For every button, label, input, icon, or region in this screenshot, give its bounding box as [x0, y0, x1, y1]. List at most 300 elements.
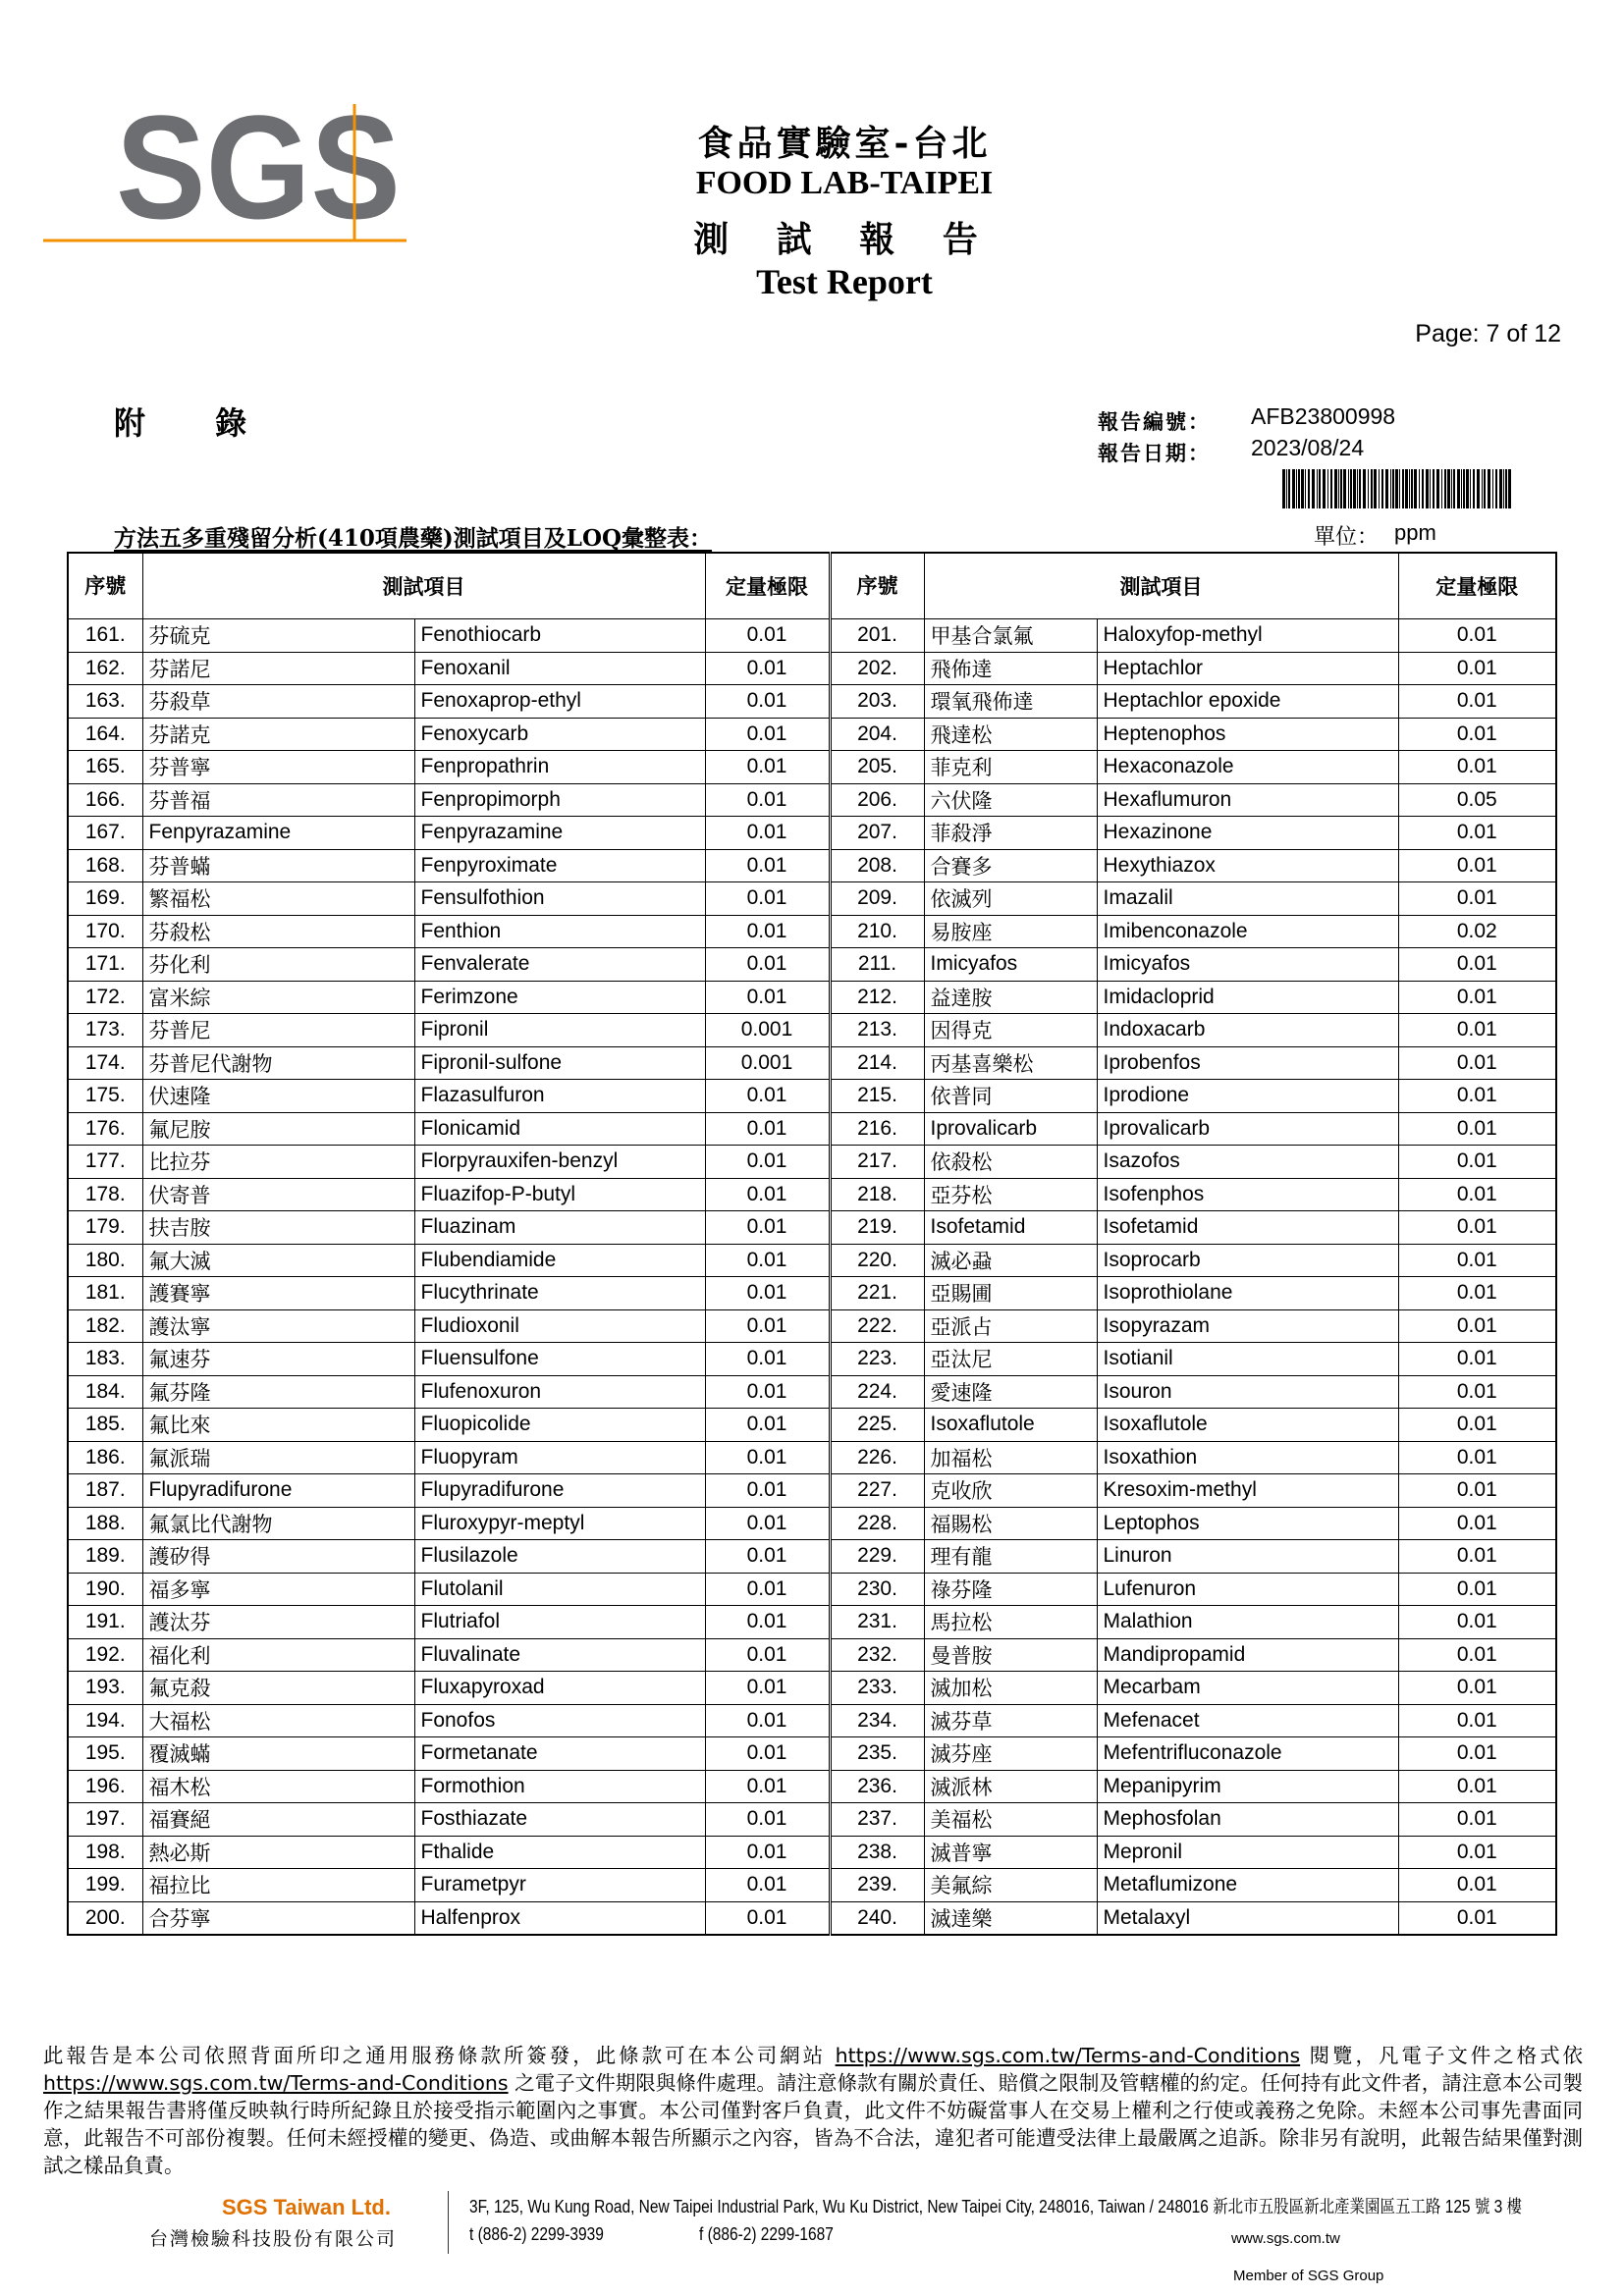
left-loq-value: 0.01 [705, 1244, 830, 1277]
left-seq-no: 198. [68, 1836, 142, 1869]
right-loq-value: 0.01 [1398, 1080, 1556, 1113]
right-seq-no: 236. [830, 1770, 924, 1803]
right-name-zh: 曼普胺 [924, 1638, 1097, 1672]
left-name-zh: 富米綜 [142, 981, 414, 1014]
right-name-en: Isopyrazam [1097, 1309, 1398, 1343]
left-name-en: Fenoxycarb [414, 718, 705, 751]
right-seq-no: 228. [830, 1507, 924, 1540]
left-name-en: Flazasulfuron [414, 1080, 705, 1113]
table-row [68, 1277, 1556, 1310]
left-name-en: Fluazinam [414, 1211, 705, 1245]
table-row [68, 1901, 1556, 1935]
left-name-zh: 護汰芬 [142, 1606, 414, 1639]
left-loq-value: 0.01 [705, 1080, 830, 1113]
left-loq-value: 0.01 [705, 1112, 830, 1146]
table-row [68, 1343, 1556, 1376]
company-phone: t (886-2) 2299-3939 [469, 2224, 604, 2244]
disclaimer-text [43, 2042, 1583, 2179]
right-loq-value: 0.01 [1398, 1441, 1556, 1474]
left-name-zh: 芬普福 [142, 783, 414, 817]
table-row [68, 849, 1556, 882]
right-name-zh: 滅芬座 [924, 1737, 1097, 1771]
right-loq-value: 0.01 [1398, 1704, 1556, 1737]
footer-divider [448, 2191, 449, 2254]
left-name-zh: 芬普寧 [142, 751, 414, 784]
right-name-en: Iprodione [1097, 1080, 1398, 1113]
left-seq-no: 187. [68, 1474, 142, 1508]
left-loq-value: 0.01 [705, 1770, 830, 1803]
table-row [68, 1540, 1556, 1574]
left-name-en: Fenthion [414, 915, 705, 948]
right-name-en: Kresoxim-methyl [1097, 1474, 1398, 1508]
left-seq-no: 181. [68, 1277, 142, 1310]
right-name-zh: 加福松 [924, 1441, 1097, 1474]
right-seq-no: 221. [830, 1277, 924, 1310]
left-name-zh: 伏寄普 [142, 1178, 414, 1211]
left-seq-no: 199. [68, 1869, 142, 1902]
right-name-en: Isotianil [1097, 1343, 1398, 1376]
right-loq-value: 0.01 [1398, 849, 1556, 882]
left-name-zh: Flupyradifurone [142, 1474, 414, 1508]
left-name-en: Ferimzone [414, 981, 705, 1014]
left-seq-no: 163. [68, 685, 142, 719]
right-loq-value: 0.01 [1398, 1474, 1556, 1508]
table-row [68, 652, 1556, 685]
right-loq-value: 0.01 [1398, 1409, 1556, 1442]
table-row [68, 1737, 1556, 1771]
left-name-en: Fluopyram [414, 1441, 705, 1474]
right-name-zh: 飛佈達 [924, 652, 1097, 685]
table-row [68, 1704, 1556, 1737]
left-name-en: Fenpyroximate [414, 849, 705, 882]
right-name-en: Isoxaflutole [1097, 1409, 1398, 1442]
left-name-zh: 伏速隆 [142, 1080, 414, 1113]
right-seq-no: 217. [830, 1146, 924, 1179]
report-title-en: Test Report [756, 262, 933, 301]
left-name-zh: 芬殺松 [142, 915, 414, 948]
company-name-zh: 台灣檢驗科技股份有限公司 [149, 2228, 398, 2250]
right-name-en: Mepronil [1097, 1836, 1398, 1869]
header-item-left: 測試項目 [142, 553, 705, 619]
right-loq-value: 0.01 [1398, 1573, 1556, 1606]
company-website: www.sgs.com.tw [1231, 2230, 1340, 2247]
right-name-zh: 滅普寧 [924, 1836, 1097, 1869]
left-name-en: Fluxapyroxad [414, 1672, 705, 1705]
left-seq-no: 161. [68, 619, 142, 653]
left-seq-no: 183. [68, 1343, 142, 1376]
left-loq-value: 0.01 [705, 1146, 830, 1179]
right-seq-no: 212. [830, 981, 924, 1014]
report-date-value: 2023/08/24 [1251, 435, 1365, 460]
right-seq-no: 209. [830, 882, 924, 916]
right-name-zh: 美福松 [924, 1803, 1097, 1837]
report-title-zh: 測 試 報 告 [693, 219, 996, 260]
right-name-en: Iprovalicarb [1097, 1112, 1398, 1146]
left-name-en: Fipronil [414, 1014, 705, 1047]
left-seq-no: 173. [68, 1014, 142, 1047]
right-name-zh: 理有龍 [924, 1540, 1097, 1574]
right-loq-value: 0.01 [1398, 685, 1556, 719]
left-name-en: Halfenprox [414, 1901, 705, 1935]
left-name-en: Flubendiamide [414, 1244, 705, 1277]
left-seq-no: 172. [68, 981, 142, 1014]
left-name-zh: 芬硫克 [142, 619, 414, 653]
left-name-zh: 氟克殺 [142, 1672, 414, 1705]
right-seq-no: 210. [830, 915, 924, 948]
right-name-en: Mepanipyrim [1097, 1770, 1398, 1803]
left-seq-no: 190. [68, 1573, 142, 1606]
right-name-zh: 環氧飛佈達 [924, 685, 1097, 719]
left-loq-value: 0.01 [705, 1737, 830, 1771]
left-name-zh: 氟大滅 [142, 1244, 414, 1277]
table-row [68, 1080, 1556, 1113]
table-row [68, 882, 1556, 916]
right-seq-no: 208. [830, 849, 924, 882]
right-seq-no: 223. [830, 1343, 924, 1376]
table-row [68, 1474, 1556, 1508]
right-name-zh: 克收欣 [924, 1474, 1097, 1508]
right-name-en: Heptenophos [1097, 718, 1398, 751]
right-name-zh: 亞芬松 [924, 1178, 1097, 1211]
table-row [68, 1803, 1556, 1837]
left-name-en: Fenvalerate [414, 948, 705, 982]
table-row [68, 1441, 1556, 1474]
left-seq-no: 174. [68, 1046, 142, 1080]
report-no-label: 報告編號： [1098, 409, 1211, 434]
left-loq-value: 0.01 [705, 685, 830, 719]
left-loq-value: 0.01 [705, 1803, 830, 1837]
left-name-en: Furametpyr [414, 1869, 705, 1902]
right-name-zh: 飛達松 [924, 718, 1097, 751]
left-name-en: Flutriafol [414, 1606, 705, 1639]
left-loq-value: 0.01 [705, 1441, 830, 1474]
right-name-en: Hexaflumuron [1097, 783, 1398, 817]
right-loq-value: 0.01 [1398, 1046, 1556, 1080]
right-loq-value: 0.01 [1398, 981, 1556, 1014]
loq-table-container [67, 552, 1555, 1936]
left-seq-no: 185. [68, 1409, 142, 1442]
left-loq-value: 0.01 [705, 1474, 830, 1508]
right-seq-no: 214. [830, 1046, 924, 1080]
terms-link-2[interactable]: https://www.sgs.com.tw/Terms-and-Conditions [43, 2071, 509, 2095]
right-name-en: Isofetamid [1097, 1211, 1398, 1245]
right-name-zh: 因得克 [924, 1014, 1097, 1047]
right-loq-value: 0.01 [1398, 751, 1556, 784]
left-name-zh: Fenpyrazamine [142, 817, 414, 850]
loq-table [67, 552, 1557, 1936]
left-seq-no: 175. [68, 1080, 142, 1113]
left-seq-no: 180. [68, 1244, 142, 1277]
left-loq-value: 0.01 [705, 1343, 830, 1376]
table-title: 方法五多重殘留分析(410項農藥)測試項目及LOQ彙整表： [114, 525, 713, 552]
right-seq-no: 239. [830, 1869, 924, 1902]
right-name-en: Lufenuron [1097, 1573, 1398, 1606]
left-seq-no: 195. [68, 1737, 142, 1771]
left-name-zh: 氟比來 [142, 1409, 414, 1442]
table-row [68, 1244, 1556, 1277]
right-name-zh: 依殺松 [924, 1146, 1097, 1179]
right-loq-value: 0.01 [1398, 1606, 1556, 1639]
left-name-zh: 比拉芬 [142, 1146, 414, 1179]
right-loq-value: 0.01 [1398, 817, 1556, 850]
right-loq-value: 0.01 [1398, 619, 1556, 653]
left-name-en: Fluopicolide [414, 1409, 705, 1442]
right-name-zh: 滅必蝨 [924, 1244, 1097, 1277]
left-loq-value: 0.01 [705, 751, 830, 784]
left-name-en: Fenoxanil [414, 652, 705, 685]
left-seq-no: 169. [68, 882, 142, 916]
left-name-en: Formothion [414, 1770, 705, 1803]
right-seq-no: 240. [830, 1901, 924, 1935]
left-loq-value: 0.001 [705, 1046, 830, 1080]
left-seq-no: 179. [68, 1211, 142, 1245]
table-row [68, 685, 1556, 719]
appendix-heading: 附 錄 [114, 404, 277, 442]
right-loq-value: 0.01 [1398, 1211, 1556, 1245]
left-loq-value: 0.01 [705, 619, 830, 653]
right-seq-no: 211. [830, 948, 924, 982]
left-name-zh: 扶吉胺 [142, 1211, 414, 1245]
right-name-zh: 滅芬草 [924, 1704, 1097, 1737]
left-seq-no: 171. [68, 948, 142, 982]
report-date-label: 報告日期： [1098, 441, 1211, 465]
right-seq-no: 206. [830, 783, 924, 817]
right-seq-no: 204. [830, 718, 924, 751]
right-name-en: Imibenconazole [1097, 915, 1398, 948]
right-seq-no: 218. [830, 1178, 924, 1211]
left-loq-value: 0.01 [705, 882, 830, 916]
left-name-en: Fluensulfone [414, 1343, 705, 1376]
disclaimer-part-3: 之電子文件期限與條件處理。請注意條款有關於責任、賠償之限制及管轄權的約定。任何持有此文件者，請注意本公司製作之結果報告書將僅反映執行時所紀錄且於接受指示範圍內之事實。本公司僅對客戶負責，此文件不妨礙當事人在交易上權利之行使或義務之免除。未經本公司事先書面同意，此報告不可部份複製。任何未經授權的變更、偽造、或曲解本報告所顯示之內容，皆為不合法，違犯者可能遭受法律上最嚴厲之追訴。除非另有說明，此報告結果僅對測試之樣品負責。 [43, 2071, 1583, 2177]
right-loq-value: 0.01 [1398, 1178, 1556, 1211]
right-seq-no: 224. [830, 1375, 924, 1409]
right-loq-value: 0.01 [1398, 1901, 1556, 1935]
left-name-en: Fenpyrazamine [414, 817, 705, 850]
right-loq-value: 0.01 [1398, 1737, 1556, 1771]
right-name-zh: Iprovalicarb [924, 1112, 1097, 1146]
left-loq-value: 0.01 [705, 1606, 830, 1639]
right-name-zh: 亞派占 [924, 1309, 1097, 1343]
left-seq-no: 197. [68, 1803, 142, 1837]
left-name-zh: 福拉比 [142, 1869, 414, 1902]
left-seq-no: 196. [68, 1770, 142, 1803]
left-seq-no: 164. [68, 718, 142, 751]
member-of-group: Member of SGS Group [1233, 2268, 1384, 2284]
table-row [68, 1836, 1556, 1869]
left-loq-value: 0.01 [705, 652, 830, 685]
right-name-zh: 馬拉松 [924, 1606, 1097, 1639]
disclaimer-part-2: 閱覽，凡電子文件之格式依 [1300, 2044, 1584, 2067]
left-seq-no: 193. [68, 1672, 142, 1705]
right-name-zh: 依滅列 [924, 882, 1097, 916]
right-name-zh: 合賽多 [924, 849, 1097, 882]
right-loq-value: 0.01 [1398, 1770, 1556, 1803]
right-name-en: Imidacloprid [1097, 981, 1398, 1014]
right-name-en: Metaflumizone [1097, 1869, 1398, 1902]
left-name-en: Flutolanil [414, 1573, 705, 1606]
left-name-zh: 氟速芬 [142, 1343, 414, 1376]
left-name-zh: 氟氯比代謝物 [142, 1507, 414, 1540]
left-loq-value: 0.01 [705, 718, 830, 751]
right-name-en: Mefenacet [1097, 1704, 1398, 1737]
right-seq-no: 219. [830, 1211, 924, 1245]
right-name-en: Hexythiazox [1097, 849, 1398, 882]
right-seq-no: 215. [830, 1080, 924, 1113]
right-loq-value: 0.01 [1398, 948, 1556, 982]
left-loq-value: 0.01 [705, 948, 830, 982]
left-name-zh: 福多寧 [142, 1573, 414, 1606]
right-name-zh: 菲克利 [924, 751, 1097, 784]
left-name-zh: 福木松 [142, 1770, 414, 1803]
left-name-en: Fluazifop-P-butyl [414, 1178, 705, 1211]
right-seq-no: 216. [830, 1112, 924, 1146]
right-loq-value: 0.01 [1398, 1343, 1556, 1376]
sgs-logo [43, 102, 406, 259]
report-no-value: AFB23800998 [1251, 403, 1396, 429]
right-seq-no: 205. [830, 751, 924, 784]
left-name-zh: 芬化利 [142, 948, 414, 982]
left-name-en: Flucythrinate [414, 1277, 705, 1310]
right-seq-no: 232. [830, 1638, 924, 1672]
right-name-zh: 丙基喜樂松 [924, 1046, 1097, 1080]
left-loq-value: 0.01 [705, 1869, 830, 1902]
right-seq-no: 227. [830, 1474, 924, 1508]
table-row [68, 817, 1556, 850]
right-name-en: Indoxacarb [1097, 1014, 1398, 1047]
left-name-zh: 覆滅蟎 [142, 1737, 414, 1771]
left-seq-no: 162. [68, 652, 142, 685]
left-seq-no: 189. [68, 1540, 142, 1574]
right-name-en: Iprobenfos [1097, 1046, 1398, 1080]
right-seq-no: 230. [830, 1573, 924, 1606]
table-body [68, 619, 1556, 1936]
table-header-row [68, 553, 1556, 619]
left-loq-value: 0.01 [705, 817, 830, 850]
table-row [68, 1309, 1556, 1343]
left-name-en: Flupyradifurone [414, 1474, 705, 1508]
right-name-en: Isoprocarb [1097, 1244, 1398, 1277]
right-name-en: Mefentrifluconazole [1097, 1737, 1398, 1771]
right-name-en: Imicyafos [1097, 948, 1398, 982]
right-seq-no: 235. [830, 1737, 924, 1771]
left-seq-no: 167. [68, 817, 142, 850]
right-loq-value: 0.01 [1398, 1803, 1556, 1837]
right-name-zh: 滅加松 [924, 1672, 1097, 1705]
table-row [68, 1014, 1556, 1047]
left-seq-no: 182. [68, 1309, 142, 1343]
left-name-zh: 護賽寧 [142, 1277, 414, 1310]
table-row [68, 1869, 1556, 1902]
left-name-en: Fenothiocarb [414, 619, 705, 653]
table-row [68, 1573, 1556, 1606]
right-name-en: Metalaxyl [1097, 1901, 1398, 1935]
right-name-en: Imazalil [1097, 882, 1398, 916]
left-loq-value: 0.01 [705, 1507, 830, 1540]
table-row [68, 981, 1556, 1014]
left-name-en: Fenoxaprop-ethyl [414, 685, 705, 719]
right-seq-no: 231. [830, 1606, 924, 1639]
left-seq-no: 168. [68, 849, 142, 882]
left-name-en: Flusilazole [414, 1540, 705, 1574]
left-name-zh: 芬普尼 [142, 1014, 414, 1047]
right-loq-value: 0.01 [1398, 1540, 1556, 1574]
left-loq-value: 0.01 [705, 1540, 830, 1574]
right-seq-no: 229. [830, 1540, 924, 1574]
right-loq-value: 0.01 [1398, 1112, 1556, 1146]
left-seq-no: 177. [68, 1146, 142, 1179]
right-seq-no: 202. [830, 652, 924, 685]
right-loq-value: 0.01 [1398, 1375, 1556, 1409]
left-name-zh: 氟尼胺 [142, 1112, 414, 1146]
left-name-en: Fenpropimorph [414, 783, 705, 817]
left-name-zh: 熱必斯 [142, 1836, 414, 1869]
left-loq-value: 0.01 [705, 1901, 830, 1935]
page-number: Page: 7 of 12 [1415, 320, 1561, 347]
right-name-zh: 甲基合氯氟 [924, 619, 1097, 653]
disclaimer-part-1: 此報告是本公司依照背面所印之通用服務條款所簽發，此條款可在本公司網站 [43, 2044, 836, 2067]
left-name-zh: 芬諾克 [142, 718, 414, 751]
left-name-en: Fluroxypyr-meptyl [414, 1507, 705, 1540]
left-seq-no: 165. [68, 751, 142, 784]
left-name-en: Fthalide [414, 1836, 705, 1869]
right-name-en: Isoxathion [1097, 1441, 1398, 1474]
left-loq-value: 0.01 [705, 1178, 830, 1211]
left-loq-value: 0.01 [705, 1573, 830, 1606]
left-loq-value: 0.01 [705, 1277, 830, 1310]
company-fax: f (886-2) 2299-1687 [699, 2224, 834, 2244]
right-name-zh: 亞汰尼 [924, 1343, 1097, 1376]
right-seq-no: 234. [830, 1704, 924, 1737]
table-row [68, 1770, 1556, 1803]
left-name-en: Formetanate [414, 1737, 705, 1771]
table-row [68, 1375, 1556, 1409]
right-name-en: Hexaconazole [1097, 751, 1398, 784]
left-name-en: Fluvalinate [414, 1638, 705, 1672]
left-loq-value: 0.01 [705, 783, 830, 817]
left-name-en: Fludioxonil [414, 1309, 705, 1343]
table-row [68, 915, 1556, 948]
left-seq-no: 166. [68, 783, 142, 817]
left-name-zh: 大福松 [142, 1704, 414, 1737]
left-seq-no: 176. [68, 1112, 142, 1146]
header-loq-left: 定量極限 [705, 553, 830, 619]
header-loq-right: 定量極限 [1398, 553, 1556, 619]
right-name-en: Mecarbam [1097, 1672, 1398, 1705]
lab-title-zh: 食品實驗室-台北 [697, 123, 992, 164]
left-loq-value: 0.01 [705, 1704, 830, 1737]
table-row [68, 1178, 1556, 1211]
right-name-zh: 滅派林 [924, 1770, 1097, 1803]
right-loq-value: 0.05 [1398, 783, 1556, 817]
barcode-icon [1282, 469, 1514, 508]
unit-value: ppm [1394, 520, 1436, 545]
left-loq-value: 0.01 [705, 1409, 830, 1442]
terms-link[interactable]: https://www.sgs.com.tw/Terms-and-Conditions [835, 2044, 1301, 2067]
right-name-zh: 祿芬隆 [924, 1573, 1097, 1606]
left-name-zh: 芬普尼代謝物 [142, 1046, 414, 1080]
right-name-zh: 依普同 [924, 1080, 1097, 1113]
table-row [68, 1146, 1556, 1179]
company-address: 3F, 125, Wu Kung Road, New Taipei Industrial Park, Wu Ku District, New Taipei City, 248016, Taiwan / 248016 新北市五股區新北產業園區五工路 125 號 3 樓 [469, 2197, 1523, 2216]
unit-label: 單位： [1314, 525, 1380, 550]
right-name-zh: 六伏隆 [924, 783, 1097, 817]
left-seq-no: 178. [68, 1178, 142, 1211]
left-name-zh: 氟芬隆 [142, 1375, 414, 1409]
right-loq-value: 0.01 [1398, 882, 1556, 916]
right-loq-value: 0.02 [1398, 915, 1556, 948]
table-row [68, 1606, 1556, 1639]
lab-title-en: FOOD LAB-TAIPEI [695, 165, 994, 201]
